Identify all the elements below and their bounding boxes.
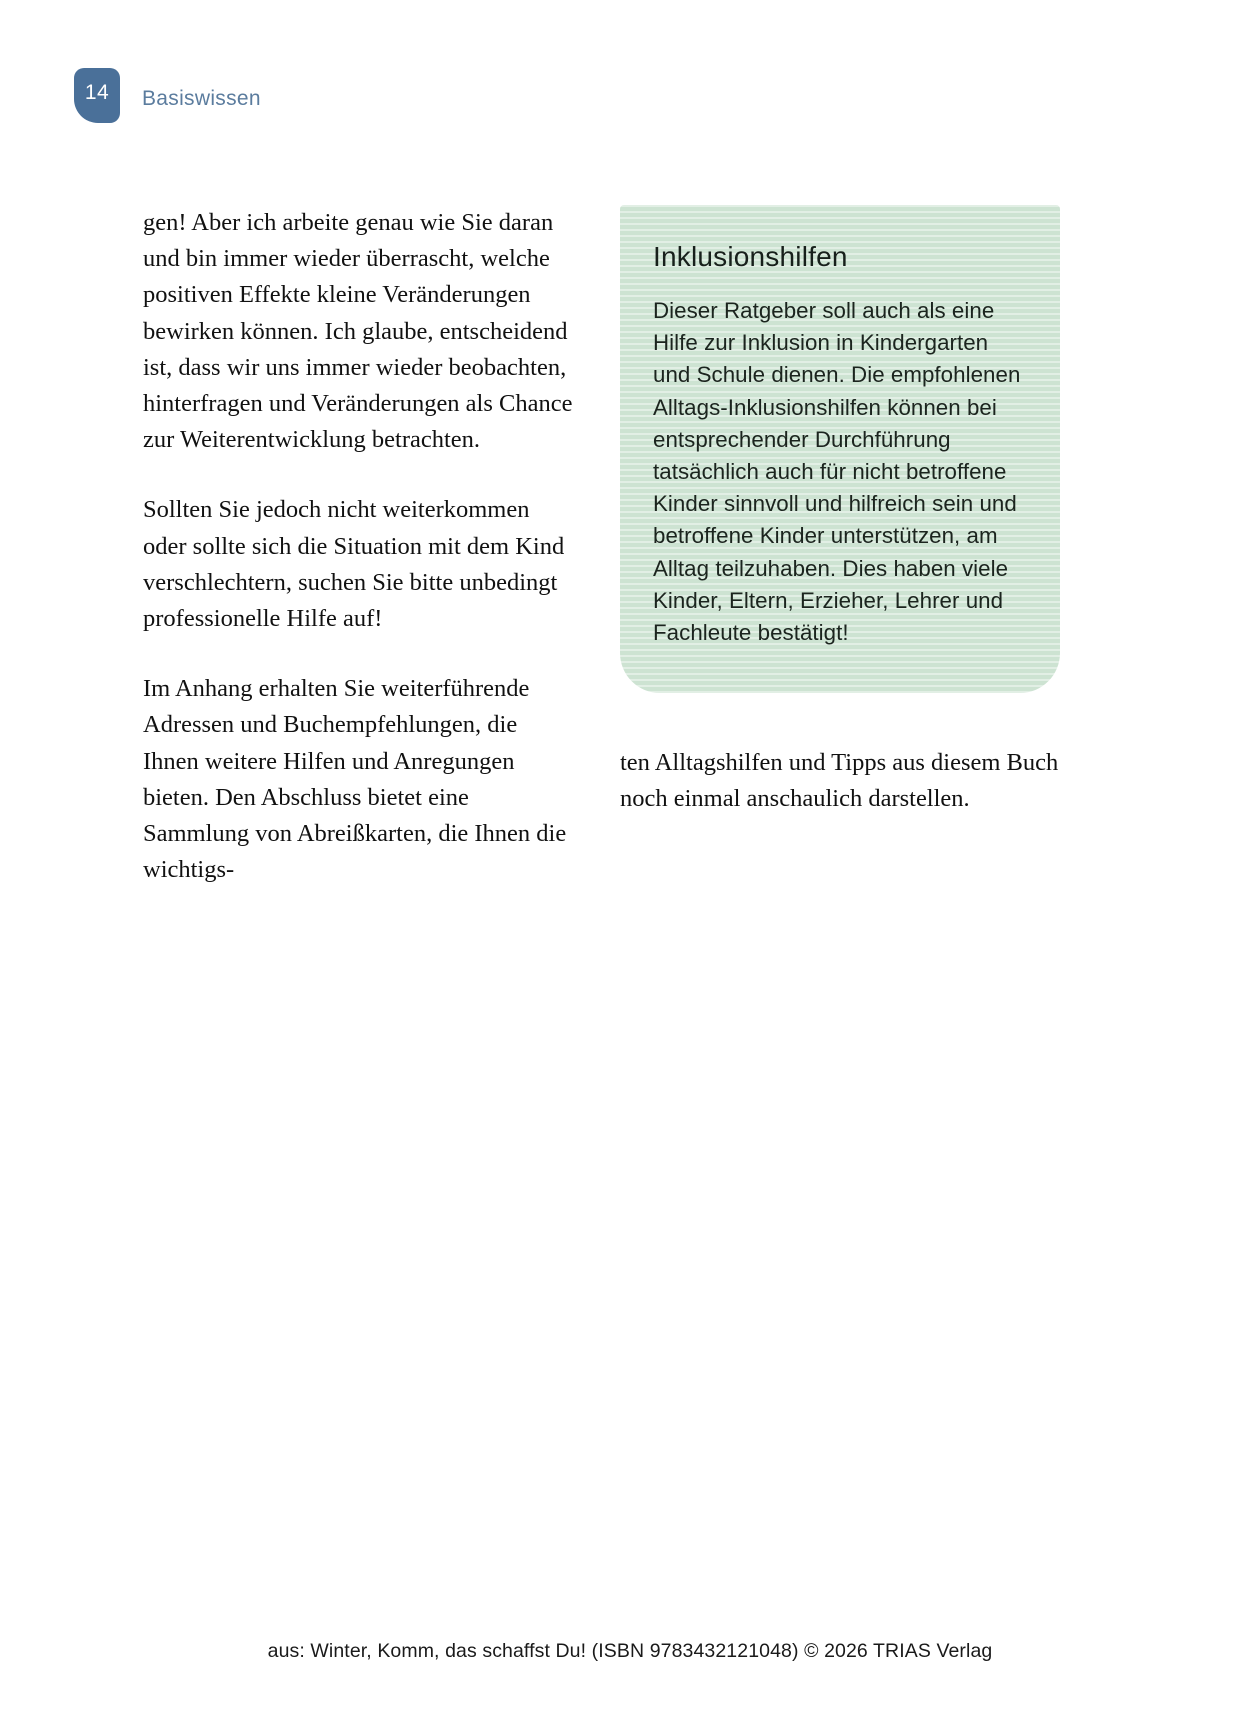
- body-paragraph: Im Anhang erhalten Sie weiterführende Adressen und Buchempfehlungen, die Ihnen weitere Hilfen und Anregungen bieten. Den Abschluss bietet eine Sammlung von Abreißkarten, die Ihnen die wichtigs-: [143, 675, 567, 884]
- body-paragraph: ten Alltagshilfen und Tipps aus diesem Buch noch einmal anschaulich darstellen.: [620, 749, 1059, 813]
- left-text-column: [143, 205, 575, 888]
- callout-box-body: Dieser Ratgeber soll auch als eine Hilfe zur Inklusion in Kindergarten und Schule dienen. Die empfohlenen Alltags-Inklusionshilfen können bei entsprechender Durchführung tatsächlich auch für nicht betroffene Kinder sinnvoll und hilfreich sein und betroffene Kinder unterstützen, am Alltag teilzuhaben. Dies haben viele Kinder, Eltern, Erzieher, Lehrer und Fachleute bestätigt!: [653, 298, 1021, 646]
- body-paragraph: gen! Aber ich arbeite genau wie Sie daran und bin immer wieder überrascht, welche positiven Effekte kleine Veränderungen bewirken können. Ich glaube, entscheidend ist, dass wir uns immer wieder beobachten, hinterfragen und Veränderungen als Chance zur Weiterentwicklung betrachten.: [143, 209, 573, 454]
- page-number-badge: 14: [74, 68, 120, 123]
- callout-box-title: Inklusionshilfen: [653, 241, 848, 272]
- inklusionshilfen-callout-box: [620, 205, 1060, 693]
- footer-source-line: aus: Winter, Komm, das schaffst Du! (ISBN 9783432121048) © 2026 TRIAS Verlag: [267, 1640, 993, 1662]
- right-text-column: [620, 205, 1060, 818]
- section-title: Basiswissen: [142, 87, 261, 110]
- body-paragraph: Sollten Sie jedoch nicht weiterkommen oder sollte sich die Situation mit dem Kind verschlechtern, suchen Sie bitte unbedingt professionelle Hilfe auf!: [143, 496, 565, 633]
- running-head: [74, 68, 261, 123]
